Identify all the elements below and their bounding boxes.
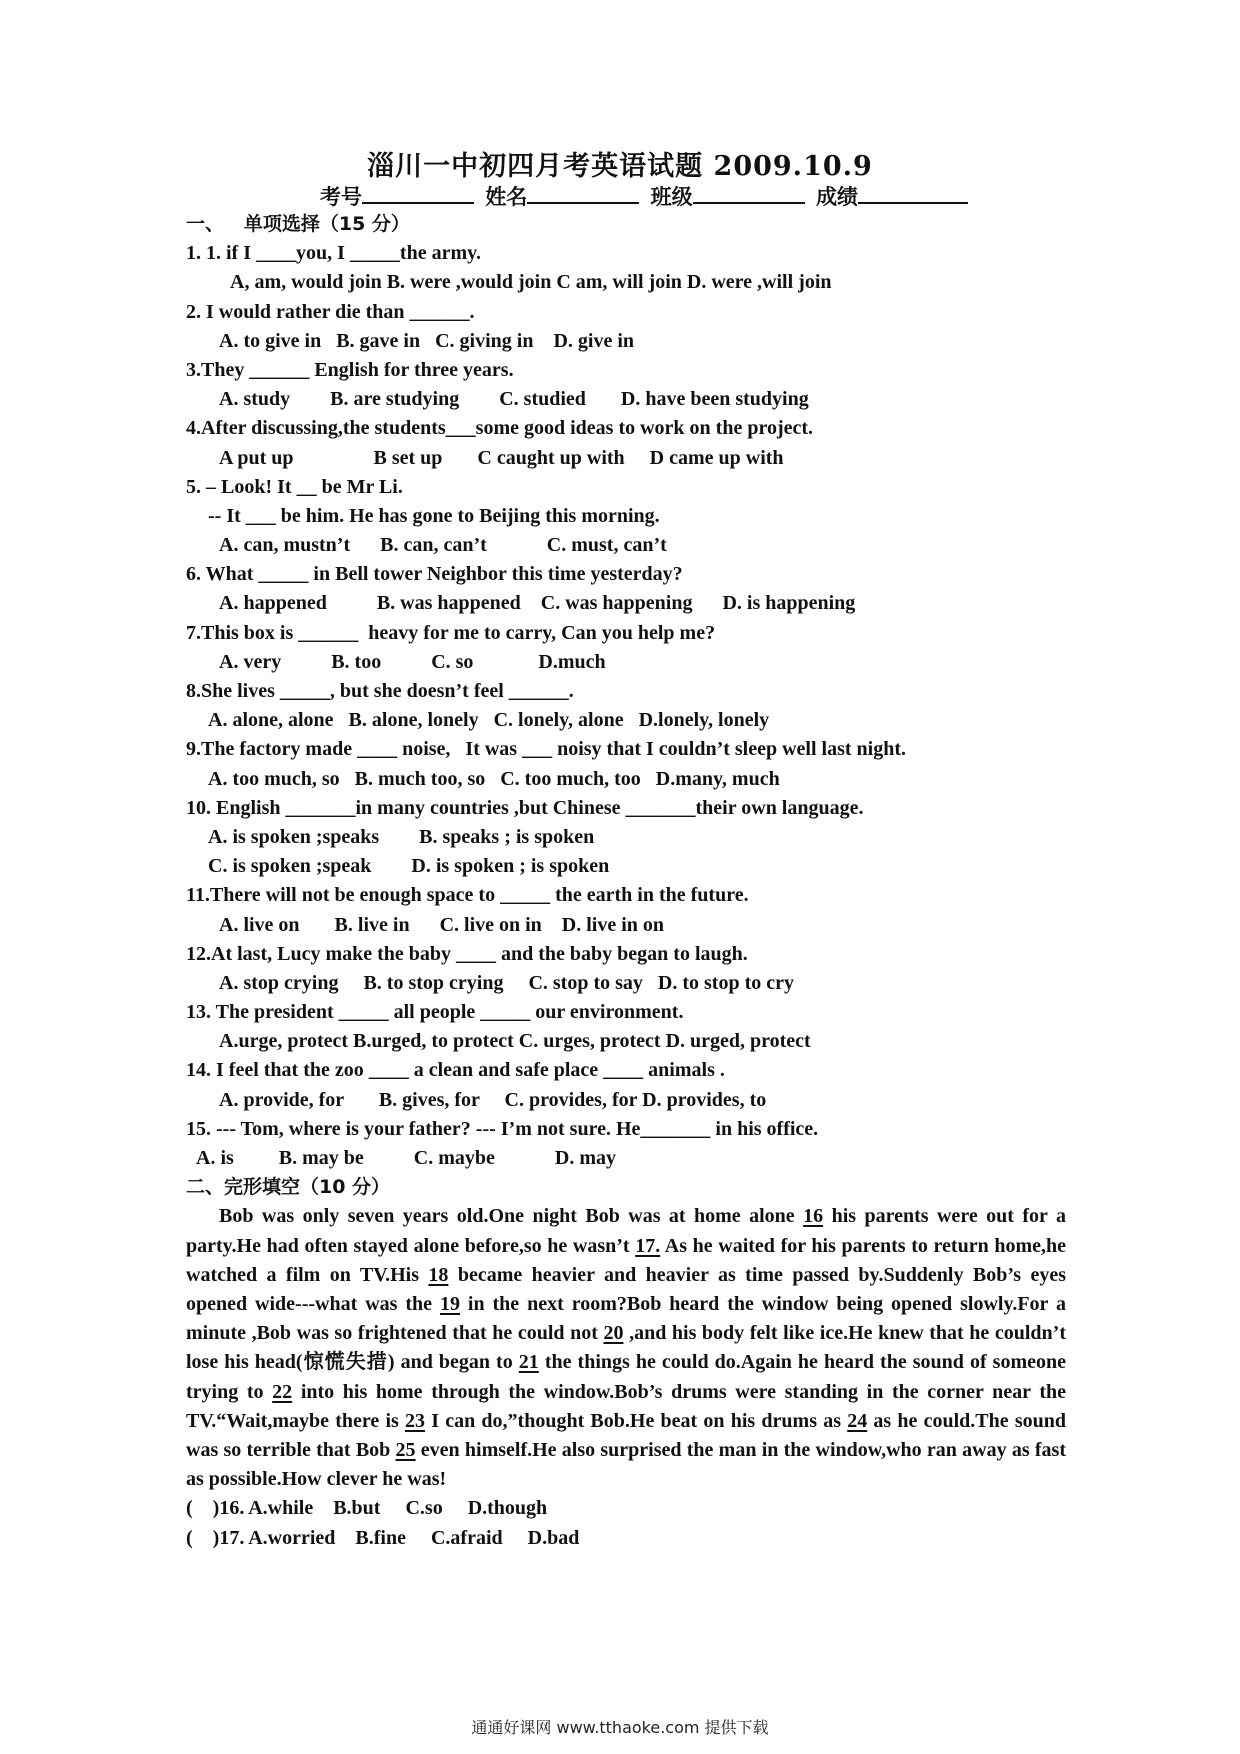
name-label: 姓名	[485, 184, 528, 209]
name-field[interactable]	[527, 184, 639, 204]
blank-23: 23	[405, 1409, 425, 1432]
question-9: 9.The factory made ____ noise, It was ___ noisy that I couldn’t sleep well last night.	[186, 738, 907, 761]
question-1-options: A, am, would join B. were ,would join C am, will join D. were ,will join	[230, 271, 832, 294]
question-2-options: A. to give in B. gave in C. giving in D. give in	[219, 329, 635, 352]
blank-24: 24	[847, 1409, 868, 1432]
passage-text: even himself.He also surprised the man in the window,who ran away as fast as possible.How clever he was!	[186, 1439, 1066, 1491]
score-label: 成绩	[815, 184, 858, 209]
passage-text: As he waited for his parents to return home,he watched a film on TV.His	[186, 1234, 1067, 1286]
question-15: 15. --- Tom, where is your father? --- I’m not sure. He_______ in his office.	[186, 1117, 819, 1140]
question-14: 14. I feel that the zoo ____ a clean and safe place ____ animals .	[186, 1059, 725, 1082]
question-13: 13. The president _____ all people _____ our environment.	[186, 1001, 684, 1024]
blank-22: 22	[272, 1380, 293, 1403]
passage-text: his parents were out for a party.He had often stayed alone before,so he wasn’t	[186, 1205, 1066, 1257]
footer-download-note: 通通好课网 www.tthaoke.com 提供下载	[471, 1718, 769, 1737]
question-12: 12.At last, Lucy make the baby ____ and the baby began to laugh.	[186, 942, 748, 965]
question-7-options: A. very B. too C. so D.much	[219, 650, 606, 673]
exam-number-field[interactable]	[362, 184, 474, 204]
question-9-options: A. too much, so B. much too, so C. too much, too D.many, much	[208, 767, 780, 790]
blank-17: 17.	[635, 1234, 661, 1257]
passage-text: the things he could do.Again he heard the sound of someone trying to	[186, 1351, 1067, 1403]
section-heading-cloze: 二、完形填空（10 分）	[186, 1176, 391, 1199]
passage-text: in the next room?Bob heard the window being opened slowly.For a minute ,Bob was so frightened that he could not	[186, 1292, 1067, 1345]
question-8-options: A. alone, alone B. alone, lonely C. lonely, alone D.lonely, lonely	[208, 709, 770, 732]
exam-content	[186, 210, 1066, 1553]
question-7: 7.This box is ______ heavy for me to carry, Can you help me?	[186, 621, 716, 644]
blank-19: 19	[439, 1292, 460, 1315]
class-label: 班级	[650, 184, 693, 209]
question-8: 8.She lives _____, but she doesn’t feel ______.	[186, 680, 574, 702]
passage-text: as he could.The sound was so terrible that Bob	[186, 1409, 1066, 1461]
answer-17: ( )17. A.worried B.fine C.afraid D.bad	[186, 1526, 580, 1549]
question-3-options: A. study B. are studying C. studied D. have been studying	[219, 388, 809, 411]
blank-18: 18	[428, 1263, 449, 1286]
question-1: 1. 1. if I ____you, I _____the army.	[186, 242, 481, 265]
class-field[interactable]	[693, 184, 805, 204]
question-5: 5. – Look! It __ be Mr Li.	[186, 475, 403, 498]
question-5-reply: -- It ___ be him. He has gone to Beijing this morning.	[208, 504, 660, 527]
blank-25: 25	[395, 1439, 416, 1461]
question-11-options: A. live on B. live in C. live on in D. live in on	[219, 913, 665, 936]
question-15-options: A. is B. may be C. maybe D. may	[196, 1147, 616, 1169]
question-12-options: A. stop crying B. to stop crying C. stop to say D. to stop to cry	[219, 971, 794, 994]
passage-text: Bob was only seven years old.One night Bob was at home alone	[219, 1205, 804, 1228]
question-10: 10. English _______in many countries ,but Chinese _______their own language.	[186, 796, 864, 819]
question-6: 6. What _____ in Bell tower Neighbor this time yesterday?	[186, 563, 683, 586]
question-5-options: A. can, mustn’t B. can, can’t C. must, can’t	[219, 534, 667, 557]
passage-text: into his home through the window.Bob’s drums were standing in the corner near the TV.“Wait,maybe there is	[186, 1380, 1066, 1432]
answer-16: ( )16. A.while B.but C.so D.though	[186, 1497, 548, 1520]
blank-20: 20	[603, 1322, 624, 1345]
question-6-options: A. happened B. was happened C. was happening D. is happening	[219, 592, 856, 615]
passage-text: I can do,”thought Bob.He beat on his drums as	[425, 1409, 848, 1432]
score-field[interactable]	[858, 184, 968, 204]
question-3: 3.They ______ English for three years.	[186, 358, 514, 381]
passage-text: ,and his body felt like ice.He knew that he couldn’t lose his head(惊慌失措) and began to	[186, 1322, 1066, 1374]
question-13-options: A.urge, protect B.urged, to protect C. urges, protect D. urged, protect	[219, 1030, 811, 1053]
question-4: 4.After discussing,the students___some good ideas to work on the project.	[186, 417, 814, 440]
page-title: 淄川一中初四月考英语试题 2009.10.9	[367, 151, 873, 182]
question-10-options-b: C. is spoken ;speak D. is spoken ; is spoken	[208, 855, 610, 878]
question-2: 2. I would rather die than ______.	[186, 300, 475, 323]
exam-number-label: 考号	[320, 184, 362, 209]
question-11: 11.There will not be enough space to _____ the earth in the future.	[186, 884, 749, 907]
passage-text: became heavier and heavier as time passed by.Suddenly Bob’s eyes opened wide---what was the	[186, 1263, 1066, 1315]
question-10-options-a: A. is spoken ;speaks B. speaks ; is spoken	[208, 825, 595, 848]
blank-16: 16	[803, 1205, 824, 1228]
question-4-options: A put up B set up C caught up with D came up with	[219, 446, 784, 469]
blank-21: 21	[518, 1351, 539, 1374]
question-14-options: A. provide, for B. gives, for C. provides, for D. provides, to	[219, 1088, 767, 1111]
student-info-line	[320, 181, 972, 211]
cloze-passage	[186, 1202, 1066, 1494]
section-heading-choice: 一、 单项选择（15 分）	[186, 213, 410, 235]
